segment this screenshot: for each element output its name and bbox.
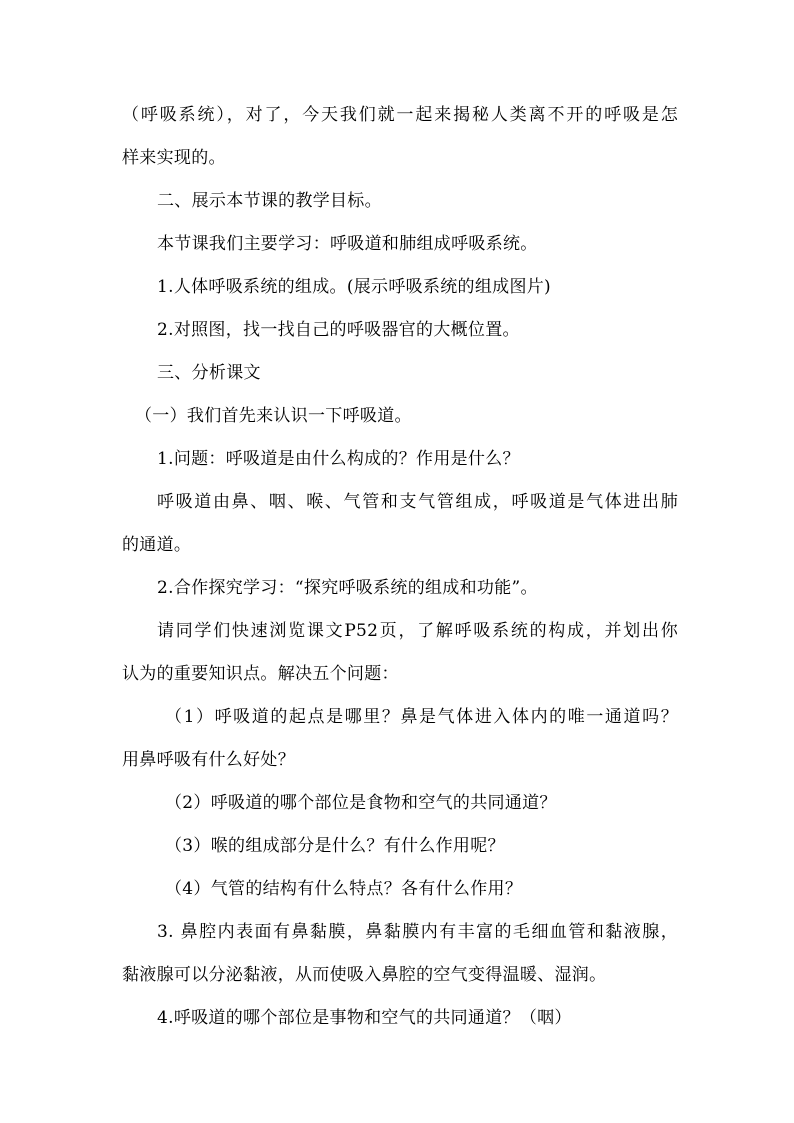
paragraph-line: 本节课我们主要学习：呼吸道和肺组成呼吸系统。 [157, 234, 538, 254]
list-item: 4.呼吸道的哪个部位是事物和空气的共同通道？（咽） [157, 1008, 572, 1028]
paragraph-line: 认为的重要知识点。解决五个问题： [122, 664, 399, 684]
question-item: （3）喉的组成部分是什么？有什么作用呢？ [165, 836, 505, 856]
question-item: （4）气管的结构有什么特点？各有什么作用？ [165, 879, 523, 899]
paragraph-line: 黏液腺可以分泌黏液，从而使吸入鼻腔的空气变得温暖、湿润。 [122, 965, 607, 985]
subsection-heading: （一）我们首先来认识一下呼吸道。 [135, 406, 412, 426]
list-item: 2.对照图，找一找自己的呼吸器官的大概位置。 [157, 320, 520, 340]
section-heading: 三、分析课文 [157, 363, 261, 383]
list-item: 1.问题：呼吸道是由什么构成的？作用是什么？ [157, 449, 520, 469]
section-heading: 二、展示本节课的教学目标。 [157, 191, 382, 211]
paragraph-line: （呼吸系统），对了，今天我们就一起来揭秘人类离不开的呼吸是怎 [122, 105, 678, 125]
paragraph-line: 样来实现的。 [122, 148, 226, 168]
paragraph-line: 请同学们快速浏览课文P52页，了解呼吸系统的构成，并划出你 [157, 621, 678, 641]
question-item: （2）呼吸道的哪个部位是食物和空气的共同通道？ [165, 793, 557, 813]
list-item: 2.合作探究学习：“探究呼吸系统的组成和功能”。 [157, 578, 538, 598]
list-item: 3. 鼻腔内表面有鼻黏膜，鼻黏膜内有丰富的毛细血管和黏液腺， [157, 922, 678, 942]
question-item: （1）呼吸道的起点是哪里？鼻是气体进入体内的唯一通道吗？ [165, 707, 678, 727]
list-item: 1.人体呼吸系统的组成。(展示呼吸系统的组成图片) [157, 277, 551, 297]
paragraph-line: 的通道。 [122, 535, 192, 555]
paragraph-line: 呼吸道由鼻、咽、喉、气管和支气管组成，呼吸道是气体进出肺 [157, 492, 678, 512]
question-item: 用鼻呼吸有什么好处？ [122, 750, 295, 770]
